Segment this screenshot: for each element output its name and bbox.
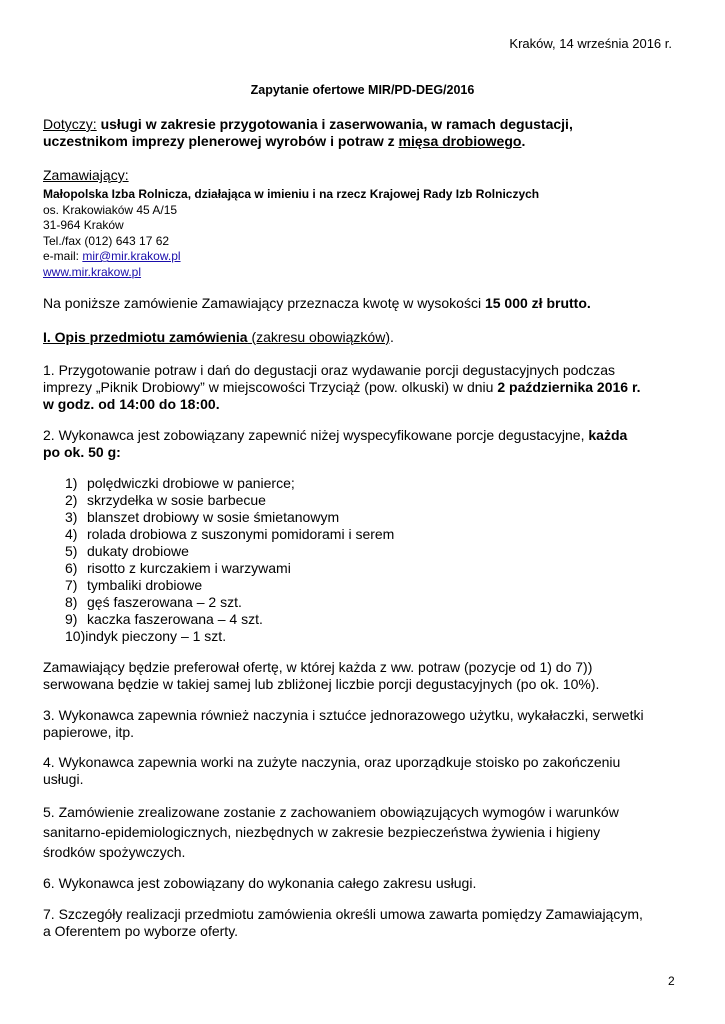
dish-name: blanszet drobiowy w sosie śmietanowym (87, 509, 340, 525)
client-phone: Tel./fax (012) 643 17 62 (43, 233, 170, 248)
subject-end: . (521, 133, 526, 149)
list-item (65, 611, 394, 628)
page-number: 2 (668, 974, 675, 988)
list-item (65, 577, 394, 594)
client-street: os. Krakowiaków 45 A/15 (43, 202, 178, 217)
list-number: 7) (65, 577, 78, 593)
list-number: 9) (65, 611, 78, 627)
document-date: Kraków, 14 września 2016 r. (509, 36, 672, 51)
point-6 (43, 875, 476, 892)
point-4-line-1: 4. Wykonawca zapewnia worki na zużyte naczynia, oraz uporządkuje stoisko po zakończeniu (43, 754, 621, 770)
client-city: 31-964 Kraków (43, 218, 124, 232)
section-1-title: I. Opis przedmiotu zamówienia (43, 329, 248, 345)
point-4-line-2: usługi. (43, 771, 84, 787)
point-4 (43, 754, 620, 788)
list-number: 1) (65, 475, 78, 491)
point-1-hours: w godz. od 14:00 do 18:00. (43, 396, 220, 412)
preference-paragraph (43, 659, 599, 693)
budget-paragraph (43, 295, 591, 312)
document-title: Zapytanie ofertowe MIR/PD-DEG/2016 (250, 83, 475, 97)
point-5-line-3: środków spożywczych. (43, 844, 186, 860)
point-3-line-2: papierowe, itp. (43, 724, 135, 740)
dish-name: rolada drobiowa z suszonymi pomidorami i serem (87, 526, 395, 542)
dish-list (65, 475, 394, 645)
list-item (65, 543, 394, 560)
list-number: 4) (65, 526, 78, 542)
point-1 (43, 362, 641, 413)
point-7 (43, 906, 643, 940)
list-item (65, 560, 394, 577)
dish-name: polędwiczki drobiowe w panierce; (87, 475, 295, 491)
dish-name: indyk pieczony – 1 szt. (85, 628, 227, 644)
list-number: 10) (65, 628, 86, 644)
budget-amount: 15 000 zł brutto. (484, 295, 591, 311)
list-number: 8) (65, 594, 78, 610)
subject-highlight: mięsa drobiowego (398, 133, 522, 149)
list-number: 3) (65, 509, 78, 525)
point-5-line-1: 5. Zamówienie zrealizowane zostanie z zachowaniem obowiązujących wymogów i warunków (43, 804, 619, 820)
list-item (65, 594, 394, 611)
client-name: Małopolska Izba Rolnicza, działająca w imieniu i na rzecz Krajowej Rady Izb Rolniczych (43, 187, 540, 201)
list-number: 6) (65, 560, 78, 576)
point-2-line-1: 2. Wykonawca jest zobowiązany zapewnić niżej wyspecyfikowane porcje degustacyjne, (43, 427, 589, 443)
section-1-heading (43, 329, 394, 346)
point-2 (43, 427, 627, 461)
dish-name: gęś faszerowana – 2 szt. (87, 594, 242, 610)
client-website-link[interactable]: www.mir.krakow.pl (43, 264, 142, 279)
subject-block (43, 116, 573, 150)
dish-name: dukaty drobiowe (87, 543, 189, 559)
dish-name: risotto z kurczakiem i warzywami (87, 560, 291, 576)
point-6-line-1: 6. Wykonawca jest zobowiązany do wykonania całego zakresu usługi. (43, 875, 477, 891)
point-2-bold: każda (588, 427, 628, 443)
subject-label: Dotyczy: (43, 116, 97, 132)
point-1-line-1: 1. Przygotowanie potraw i dań do degustacji oraz wydawanie porcji degustacyjnych podczas (43, 362, 615, 378)
section-1-end: . (389, 329, 394, 345)
preference-line-2: serwowana będzie w takiej samej lub zbliżonej liczbie porcji degustacyjnych (po ok. 10%). (43, 676, 600, 692)
budget-text: Na poniższe zamówienie Zamawiający przeznacza kwotę w wysokości (43, 295, 485, 311)
section-1-subtitle: (zakresu obowiązków) (247, 329, 390, 345)
client-email-link[interactable]: mir@mir.krakow.pl (82, 249, 181, 263)
point-3 (43, 707, 644, 741)
subject-text-b: uczestnikom imprezy plenerowej wyrobów i potraw z (43, 133, 399, 149)
client-details (43, 187, 539, 280)
list-item (65, 628, 394, 645)
list-number: 2) (65, 492, 78, 508)
list-item (65, 475, 394, 492)
point-3-line-1: 3. Wykonawca zapewnia również naczynia i sztućce jednorazowego użytku, wykałaczki, serwetki (43, 707, 644, 723)
point-5 (43, 802, 619, 862)
dish-name: skrzydełka w sosie barbecue (87, 492, 266, 508)
list-item (65, 509, 394, 526)
dish-name: tymbaliki drobiowe (87, 577, 203, 593)
preference-line-1: Zamawiający będzie preferował ofertę, w której każda z ww. potraw (pozycje od 1) do 7)) (43, 659, 593, 675)
dish-name: kaczka faszerowana – 4 szt. (87, 611, 263, 627)
point-1-date: 2 października 2016 r. (497, 379, 641, 395)
point-5-line-2: sanitarno-epidemiologicznych, niezbędnych w zakresie bezpieczeństwa żywienia i higieny (43, 824, 601, 840)
point-2-line-2: po ok. 50 g: (43, 444, 121, 460)
point-7-line-2: a Oferentem po wyborze oferty. (43, 923, 239, 939)
list-item (65, 492, 394, 509)
list-item (65, 526, 394, 543)
subject-text-a: usługi w zakresie przygotowania i zaserwowania, w ramach degustacji, (96, 116, 573, 132)
client-email-label: e-mail: (43, 249, 83, 263)
list-number: 5) (65, 543, 78, 559)
point-7-line-1: 7. Szczegóły realizacji przedmiotu zamówienia określi umowa zawarta pomiędzy Zamawiającym, (43, 906, 643, 922)
client-label: Zamawiający: (43, 167, 129, 183)
point-1-line-2: imprezy „Piknik Drobiowy” w miejscowości Trzyciąż (pow. olkuski) w dniu (43, 379, 498, 395)
